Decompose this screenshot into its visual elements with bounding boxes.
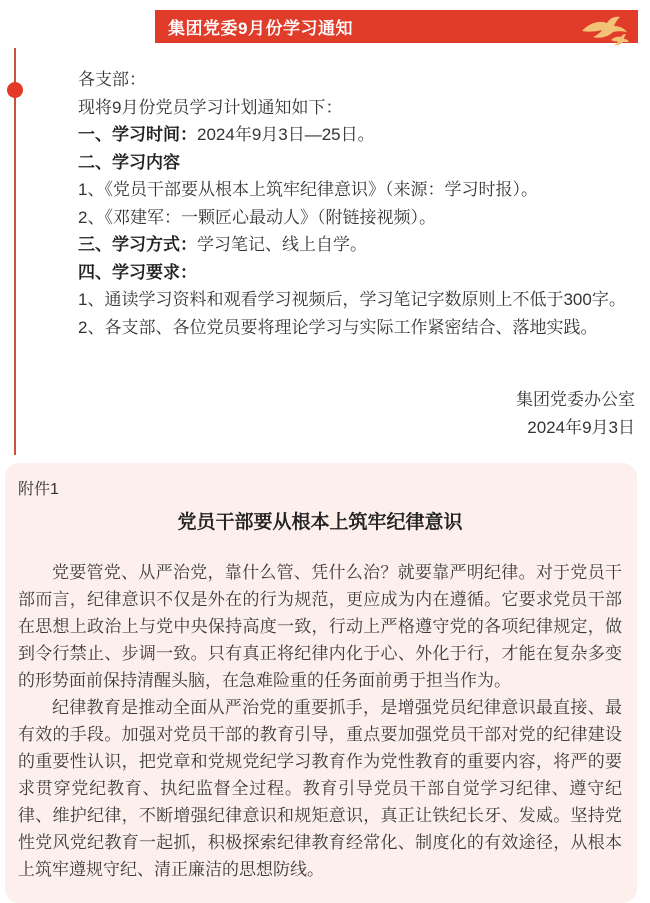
attachment-label: 附件1 (18, 481, 59, 498)
notice-lines (78, 66, 638, 341)
notice-title-banner (155, 10, 638, 43)
attachment-paragraph: 党要管党、从严治党，靠什么管、凭什么治？就要靠严明纪律。对于党员干部而言，纪律意识不仅是外在的行为规范，更应成为内在遵循。它要求党员干部在思想上政治上与党中央保持高度一致，行动上严格遵守党的各项纪律规定，做到令行禁止、步调一致。只有真正将纪律内化于心、外化于行，才能在复杂多变的形势面前保持清醒头脑，在急难险重的任务面前勇于担当作为。 (18, 563, 622, 690)
attachment-card (5, 463, 637, 903)
attachment-title: 党员干部要从根本上筑牢纪律意识 (177, 512, 463, 533)
signature-office: 集团党委办公室 (516, 390, 635, 409)
attachment-paragraph: 纪律教育是推动全面从严治党的重要抓手，是增强党员纪律意识最直接、最有效的手段。加强对党员干部的教育引导，重点要加强党员干部对党的纪律建设的重要性认识，把党章和党规党纪学习教育作为党性教育的重要内容，将严的要求贯穿党纪教育、执纪监督全过程。教育引导党员干部自觉学习纪律、遵守纪律、维护纪律，不断增强纪律意识和规矩意识，真正让铁纪长牙、发威。坚持党性党风党纪教育一起抓，积极探索纪律教育经常化、制度化的有效途径，从根本上筑牢遵规守纪、清正廉洁的思想防线。 (18, 698, 622, 879)
notice-line: 三、学习方式：学习笔记、线上自学。 (78, 235, 367, 254)
notice-line: 1、《党员干部要从根本上筑牢纪律意识》（来源：学习时报）。 (78, 180, 538, 199)
notice-body (78, 66, 638, 442)
notice-line: 2、各支部、各位党员要将理论学习与实际工作紧密结合、落地实践。 (78, 317, 598, 337)
notice-line: 四、学习要求： (78, 262, 197, 282)
notice-line: 2、《邓建军：一颗匠心最动人》（附链接视频）。 (78, 207, 436, 227)
timeline-dot (7, 82, 23, 98)
notice-line: 现将9月份党员学习计划通知如下： (78, 97, 343, 117)
notice-line: 各支部： (78, 70, 146, 89)
signature-block (78, 386, 638, 442)
notice-line: 二、学习内容 (78, 152, 180, 172)
signature-date: 2024年9月3日 (527, 418, 635, 437)
timeline-line (14, 48, 16, 455)
page-title: 集团党委9月份学习通知 (168, 19, 353, 38)
notice-line: 一、学习时间：2024年9月3日—25日。 (78, 125, 375, 144)
notice-line: 1、通读学习资料和观看学习视频后，学习笔记字数原则上不低于300字。 (78, 290, 626, 309)
dove-icon (581, 13, 633, 51)
attachment-body (18, 559, 622, 883)
